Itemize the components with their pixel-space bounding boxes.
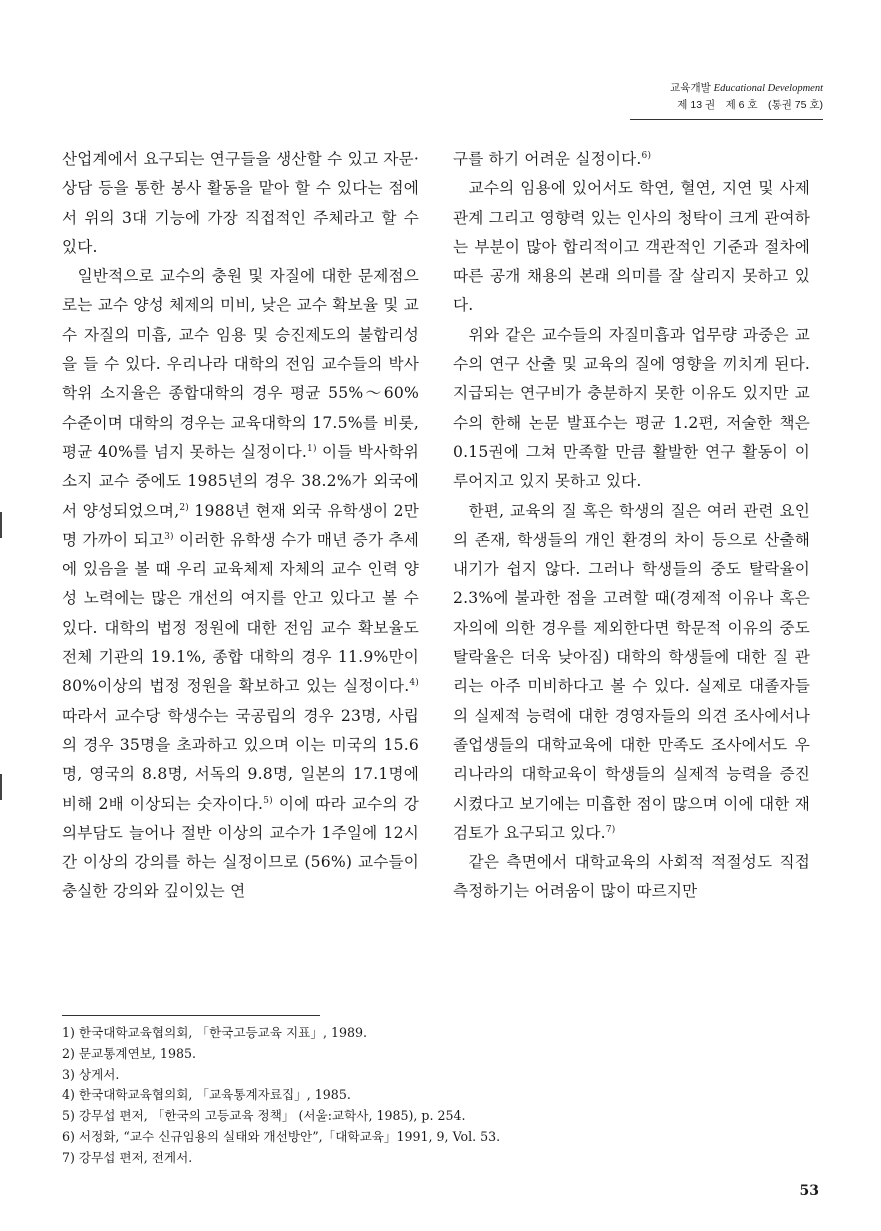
footnote: 4) 한국대학교육협의회, 「교육통계자료집」, 1985. [62,1087,351,1103]
paragraph: 일반적으로 교수의 충원 및 자질에 대한 문제점으로는 교수 양성 체제의 미비, 낮은 교수 확보율 및 교수 자질의 미흡, 교수 임용 및 승진제도의 불합리성을 들 수 있다. 우리나라 대학의 전임 교수들의 박사학위 소지율은 종합대학의 경우 평균 55%～60% 수준이며 대학의 경우는 교육대학의 17.5%를 비롯, 평균 40%를 넘지 못하는 실정이다.$^{1)}$ 이들 박사학위 소지 교수 중에도 1985년의 경우 38.2%가 외국에서 양성되었으며,$^{2)}$ 1988년 현재 외국 유학생이 2만명 가까이 되고$^{3)}$ 이러한 유학생 수가 매년 증가 추세에 있음을 볼 때 우리 교육체제 자체의 교수 인력 양성 노력에는 많은 개선의 여지를 안고 있다고 볼 수 있다. 대학의 법정 정원에 대한 전임 교수 확보율도 전체 기관의 19.1%, 종합 대학의 경우 11.9%만이 80%이상의 법정 정원을 확보하고 있는 실정이다.$^{4)}$ 따라서 교수당 학생수는 국공립의 경우 23명, 사립의 경우 35명을 초과하고 있으며 이는 미국의 15.6명, 영국의 8.8명, 서독의 9.8명, 일본의 17.1명에 비해 2배 이상되는 숫자이다.$^{5)}$ 이에 따라 교수의 강의부담도 늘어나 절반 이상의 교수가 1주일에 12시간 이상의 강의를 하는 실정이므로 (56%) 교수들이 충실한 강의와 깊이있는 연 [62,267,419,901]
footnote: 6) 서정화, “교수 신규임용의 실태와 개선방안”,「대학교육」1991, 9, Vol. 53. [62,1128,501,1144]
page-number: 53 [799,1183,819,1199]
paragraph: 산업계에서 요구되는 연구들을 생산할 수 있고 자문·상담 등을 통한 봉사 활동을 맡아 할 수 있다는 점에서 위의 3대 기능에 가장 직접적인 주체라고 할 수 있다. [62,150,419,256]
journal-title-en: Educational Development [713,83,823,94]
footnote-ref: 1) [307,443,317,454]
footnote-ref: 7) [605,824,616,835]
paragraph: 교수의 임용에 있어서도 학연, 혈연, 지연 및 사제 관계 그리고 영향력 있는 인사의 청탁이 크게 관여하는 부분이 많아 합리적이고 객관적인 기준과 절차에 따른 공개 채용의 본래 의미를 잘 살리지 못하고 있다. [453,179,810,315]
right-column [453,145,810,907]
margin-mark [0,512,2,538]
footnote-ref: 5) [263,795,273,806]
left-column [62,145,419,907]
footnote-rule [62,1015,320,1016]
footnotes [62,1023,822,1169]
footnote-ref: 2) [179,502,189,513]
footnote: 1) 한국대학교육협의회, 「한국고등교육 지표」, 1989. [62,1025,368,1040]
journal-title-ko: 교육개발 [670,82,711,94]
footnote-ref: 6) [641,150,652,161]
paragraph: 위와 같은 교수들의 자질미흡과 업무량 과중은 교수의 연구 산출 및 교육의 질에 영향을 끼치게 된다. 지급되는 연구비가 충분하지 못한 이유도 있지만 교수의 한해 논문 발표수는 평균 1.2편, 저술한 책은 0.15권에 그쳐 만족할 만큼 활발한 연구 활동이 이루어지고 있지 못하고 있다. [453,325,810,491]
issue-info: 제 13 권 제 6 호 (통권 75 호) [677,99,823,111]
footnote-ref: 4) [409,678,419,689]
paragraph: 한편, 교육의 질 혹은 학생의 질은 여러 관련 요인의 존재, 학생들의 개인 환경의 차이 등으로 산출해내기가 쉽지 않다. 그러나 학생들의 중도 탈락율이 2.3%에 불과한 점을 고려할 때(경제적 이유나 혹은 자의에 의한 경우를 제외한다면 학문적 이유의 중도 탈락율은 더욱 낮아짐) 대학의 학생들에 대한 질 관리는 아주 미비하다고 볼 수 있다. 실제로 대졸자들의 실제적 능력에 대한 경영자들의 의견 조사에서나 졸업생들의 대학교육에 대한 만족도 조사에서도 우리나라의 대학교육이 학생들의 실제적 능력을 증진시켰다고 보기에는 미흡한 점이 많으며 이에 대한 재검토가 요구되고 있다.$^{7)}$ [453,501,810,842]
margin-mark [0,774,2,800]
footnote: 2) 문교통계연보, 1985. [62,1045,196,1061]
header-rule [630,119,823,120]
footnote: 7) 강무섭 편저, 전게서. [62,1149,193,1165]
running-header [670,80,823,113]
paragraph: 같은 측면에서 대학교육의 사회적 적절성도 직접 측정하기는 어려움이 많이 따르지만 [453,853,810,901]
footnote-ref: 3) [164,531,174,542]
footnote: 5) 강무섭 편저, 「한국의 고등교육 정책」 (서울:교학사, 1985), p. 254. [62,1108,466,1124]
footnote: 3) 상게서. [62,1066,120,1082]
paragraph: 구를 하기 어려운 실정이다.$^{6)}$ [453,150,652,168]
